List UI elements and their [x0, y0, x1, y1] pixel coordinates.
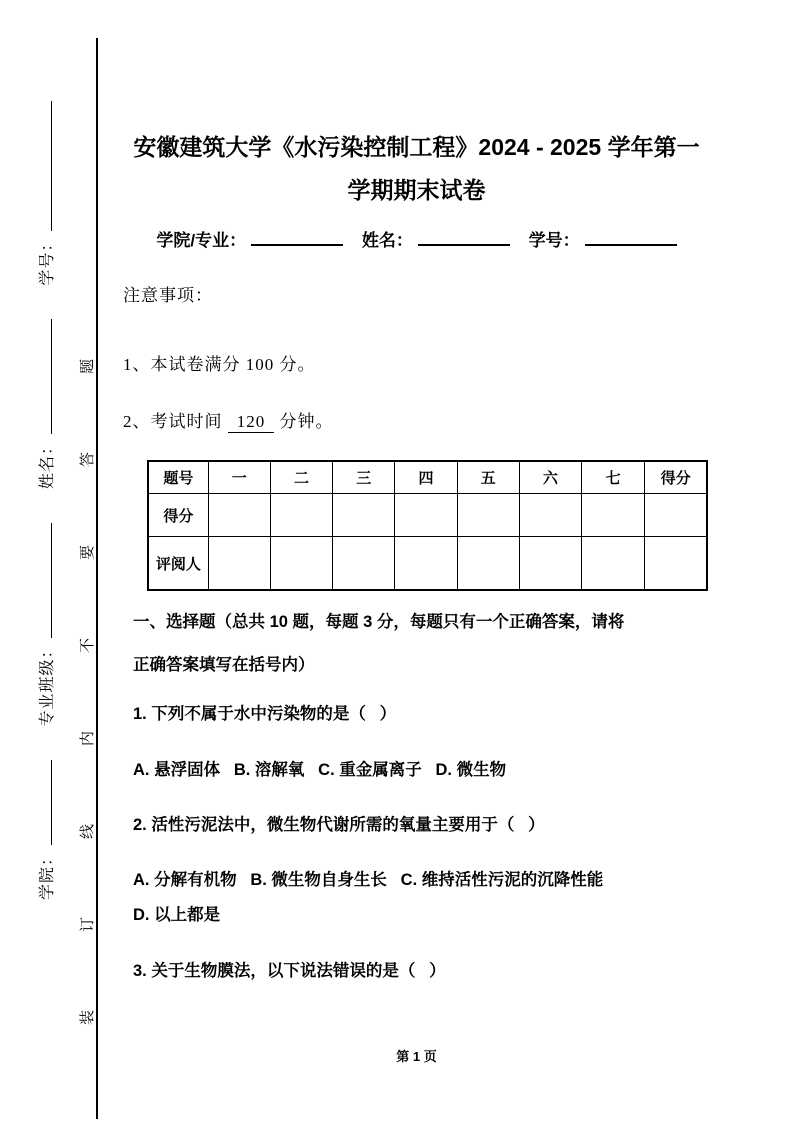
margin-field-class-blank: [36, 523, 52, 638]
score-table-header-7: 七: [582, 461, 645, 494]
reviewer-cell: [395, 537, 457, 591]
reviewer-row-label: 评阅人: [148, 537, 208, 591]
info-field-id-blank: [585, 230, 677, 246]
info-field-college-major-label: 学院/专业：: [156, 231, 247, 250]
score-cell: [395, 494, 457, 537]
notice-heading: 注意事项：: [123, 286, 213, 305]
margin-student-fields: [34, 0, 56, 900]
score-table-header-1: 一: [208, 461, 270, 494]
question-1-text: 1. 下列不属于水中污染物的是（ ）: [133, 705, 397, 723]
score-table: [147, 460, 708, 591]
notice-item-2-suffix: 分钟。: [279, 412, 334, 431]
score-cell: [645, 494, 707, 537]
reviewer-cell: [582, 537, 645, 591]
score-cell: [208, 494, 270, 537]
info-field-name: [362, 231, 510, 250]
reviewer-cell: [270, 537, 332, 591]
info-field-name-label: 姓名：: [361, 231, 413, 250]
notice-item-2: [123, 407, 723, 433]
reviewer-cell: [333, 537, 395, 591]
reviewer-cell: [457, 537, 519, 591]
score-table-header-total: 得分: [645, 461, 707, 494]
margin-field-id: [39, 101, 56, 286]
score-cell: [457, 494, 519, 537]
score-table-header-question: 题号: [148, 461, 208, 494]
notice-item-1: 1、本试卷满分 100 分。: [123, 355, 316, 374]
margin-field-name-blank: [36, 319, 52, 434]
score-row-label: 得分: [148, 494, 208, 537]
reviewer-cell: [645, 537, 707, 591]
reviewer-cell: [519, 537, 581, 591]
margin-field-college-blank: [36, 760, 52, 845]
score-table-header-6: 六: [519, 461, 581, 494]
score-table-score-row: [148, 494, 707, 537]
margin-field-college-label: 学院：: [39, 848, 56, 900]
score-table-header-4: 四: [395, 461, 457, 494]
binding-instruction-text: 装订线内不要答题: [79, 280, 96, 1025]
question-2-text: 2. 活性污泥法中，微生物代谢所需的氧量主要用于（ ）: [133, 816, 545, 834]
student-info-line: [123, 226, 710, 251]
reviewer-cell: [208, 537, 270, 591]
notice-item-2-prefix: 2、考试时间: [123, 412, 223, 431]
margin-field-class: [39, 523, 56, 727]
page-number: 第 1 页: [396, 1049, 437, 1064]
exam-duration-value: 120: [228, 412, 275, 433]
score-cell: [333, 494, 395, 537]
score-table-header-2: 二: [270, 461, 332, 494]
score-cell: [582, 494, 645, 537]
info-field-id-label: 学号：: [528, 231, 580, 250]
margin-field-name: [39, 319, 56, 489]
margin-field-name-label: 姓名：: [39, 438, 56, 490]
exam-title: 安徽建筑大学《水污染控制工程》2024 - 2025 学年第一学期期末试卷: [133, 134, 700, 203]
score-cell: [519, 494, 581, 537]
info-field-college-major-blank: [251, 230, 343, 246]
question-2-option-d: D. 以上都是: [133, 906, 221, 924]
score-cell: [270, 494, 332, 537]
question-3-text: 3. 关于生物膜法，以下说法错误的是（ ）: [133, 962, 446, 980]
question-2-options-abc: A. 分解有机物 B. 微生物自身生长 C. 维持活性污泥的沉降性能: [133, 871, 604, 889]
margin-field-id-blank: [36, 101, 52, 231]
question-1-options: A. 悬浮固体 B. 溶解氧 C. 重金属离子 D. 微生物: [133, 761, 507, 779]
section-1-heading-line-2: 正确答案填写在括号内）: [133, 656, 315, 674]
margin-field-id-label: 学号：: [39, 234, 56, 286]
margin-field-class-label: 专业班级：: [39, 641, 56, 727]
info-field-college-major: [156, 231, 343, 250]
score-table-reviewer-row: [148, 537, 707, 591]
info-field-id: [529, 231, 677, 250]
binding-line-divider: [96, 38, 98, 1119]
score-table-header-5: 五: [457, 461, 519, 494]
section-1-heading-line-1: 一、选择题（总共 10 题，每题 3 分，每题只有一个正确答案，请将: [133, 613, 625, 631]
margin-field-college: [39, 760, 56, 900]
score-table-header-3: 三: [333, 461, 395, 494]
info-field-name-blank: [418, 230, 510, 246]
score-table-header-row: [148, 461, 707, 494]
